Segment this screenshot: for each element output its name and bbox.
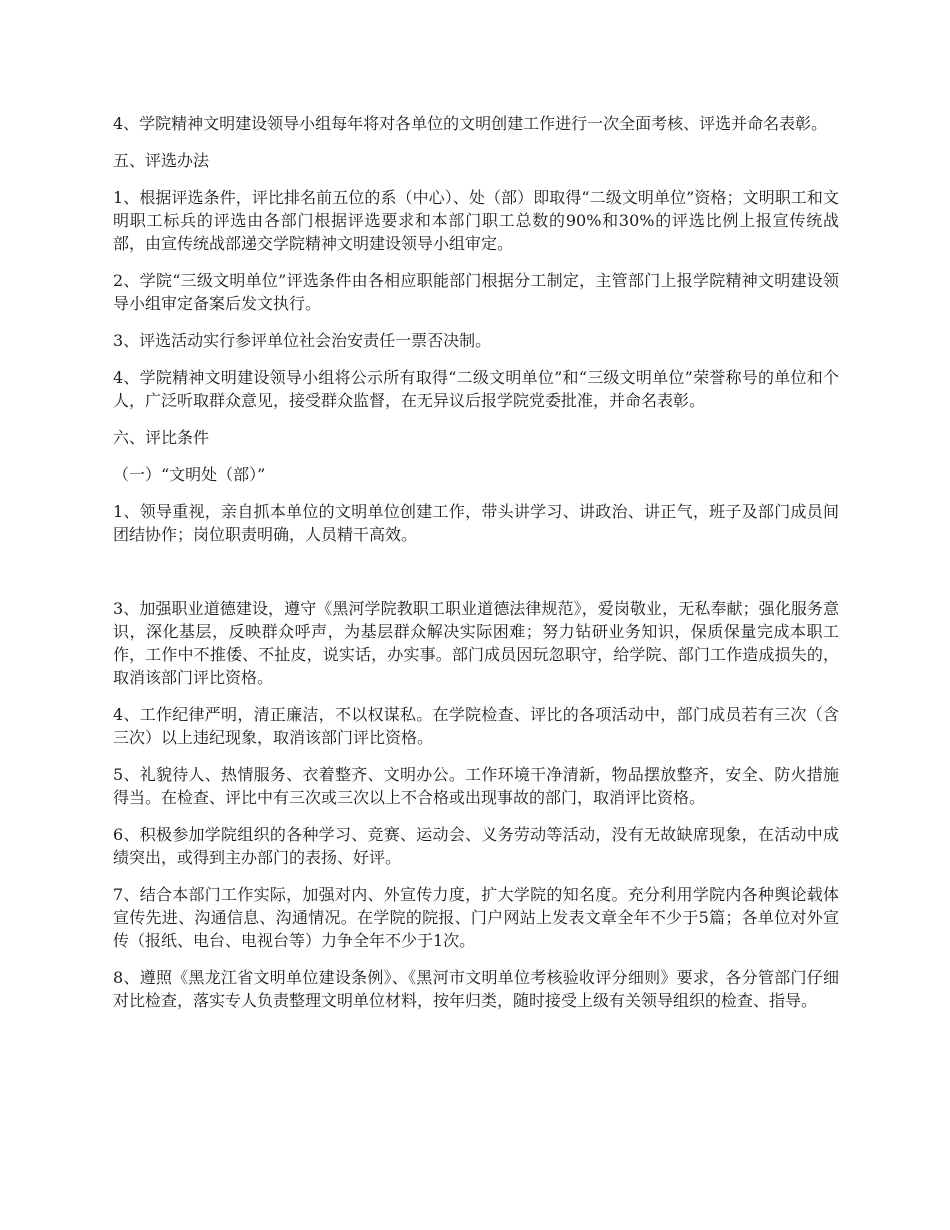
subsection-heading-civilized-office: （一）“文明处（部）” [113, 465, 266, 484]
section-heading-criteria: 六、评比条件 [113, 428, 210, 447]
paragraph-criteria-8: 8、遵照《黑龙江省文明单位建设条例》、《黑河市文明单位考核验收评分细则》要求，各分管部门仔细对比检查，落实专人负责整理文明单位材料，按年归类，随时接受上级有关领导组织的检查、指导。 [113, 968, 839, 1010]
paragraph-criteria-3: 3、加强职业道德建设，遵守《黑河学院教职工职业道德法律规范》，爱岗敬业，无私奉献；强化服务意识，深化基层，反映群众呼声，为基层群众解决实际困难；努力钻研业务知识，保质保量完成本职工作，工作中不推倭、不扯皮，说实话，办实事。部门成员因玩忽职守，给学院、部门工作造成损失的，取消该部门评比资格。 [113, 599, 839, 687]
paragraph-annual-assessment: 4、学院精神文明建设领导小组每年将对各单位的文明创建工作进行一次全面考核、评选并命名表彰。 [113, 114, 828, 133]
paragraph-criteria-6: 6、积极参加学院组织的各种学习、竞赛、运动会、义务劳动等活动，没有无故缺席现象，在活动中成绩突出，或得到主办部门的表扬、好评。 [113, 825, 839, 867]
blank-gap [113, 560, 839, 597]
paragraph-method-2: 2、学院“三级文明单位”评选条件由各相应职能部门根据分工制定，主管部门上报学院精神文明建设领导小组审定备案后发文执行。 [113, 271, 839, 313]
paragraph-method-1: 1、根据评选条件，评比排名前五位的系（中心）、处（部）即取得“二级文明单位”资格；文明职工和文明职工标兵的评选由各部门根据评选要求和本部门职工总数的90%和30%的评选比例上报宣传统战部，由宣传统战部递交学院精神文明建设领导小组审定。 [113, 188, 839, 253]
paragraph-criteria-7: 7、结合本部门工作实际，加强对内、外宣传力度，扩大学院的知名度。充分利用学院内各种舆论载体宣传先进、沟通信息、沟通情况。在学院的院报、门户网站上发表文章全年不少于5篇；各单位对外宣传（报纸、电台、电视台等）力争全年不少于1次。 [113, 885, 839, 950]
section-heading-selection-method: 五、评选办法 [113, 151, 210, 170]
document-body [113, 112, 839, 1026]
paragraph-criteria-5: 5、礼貌待人、热情服务、衣着整齐、文明办公。工作环境干净清新，物品摆放整齐，安全、防火措施得当。在检查、评比中有三次或三次以上不合格或出现事故的部门，取消评比资格。 [113, 765, 839, 807]
paragraph-method-4: 4、学院精神文明建设领导小组将公示所有取得“二级文明单位”和“三级文明单位”荣誉称号的单位和个人，广泛听取群众意见，接受群众监督，在无异议后报学院党委批准，并命名表彰。 [113, 368, 839, 410]
paragraph-method-3: 3、评选活动实行参评单位社会治安责任一票否决制。 [113, 331, 492, 350]
paragraph-criteria-4: 4、工作纪律严明，清正廉洁，不以权谋私。在学院检查、评比的各项活动中，部门成员若有三次（含三次）以上违纪现象，取消该部门评比资格。 [113, 705, 839, 747]
paragraph-criteria-1: 1、领导重视，亲自抓本单位的文明单位创建工作，带头讲学习、讲政治、讲正气，班子及部门成员间团结协作；岗位职责明确，人员精干高效。 [113, 502, 839, 544]
